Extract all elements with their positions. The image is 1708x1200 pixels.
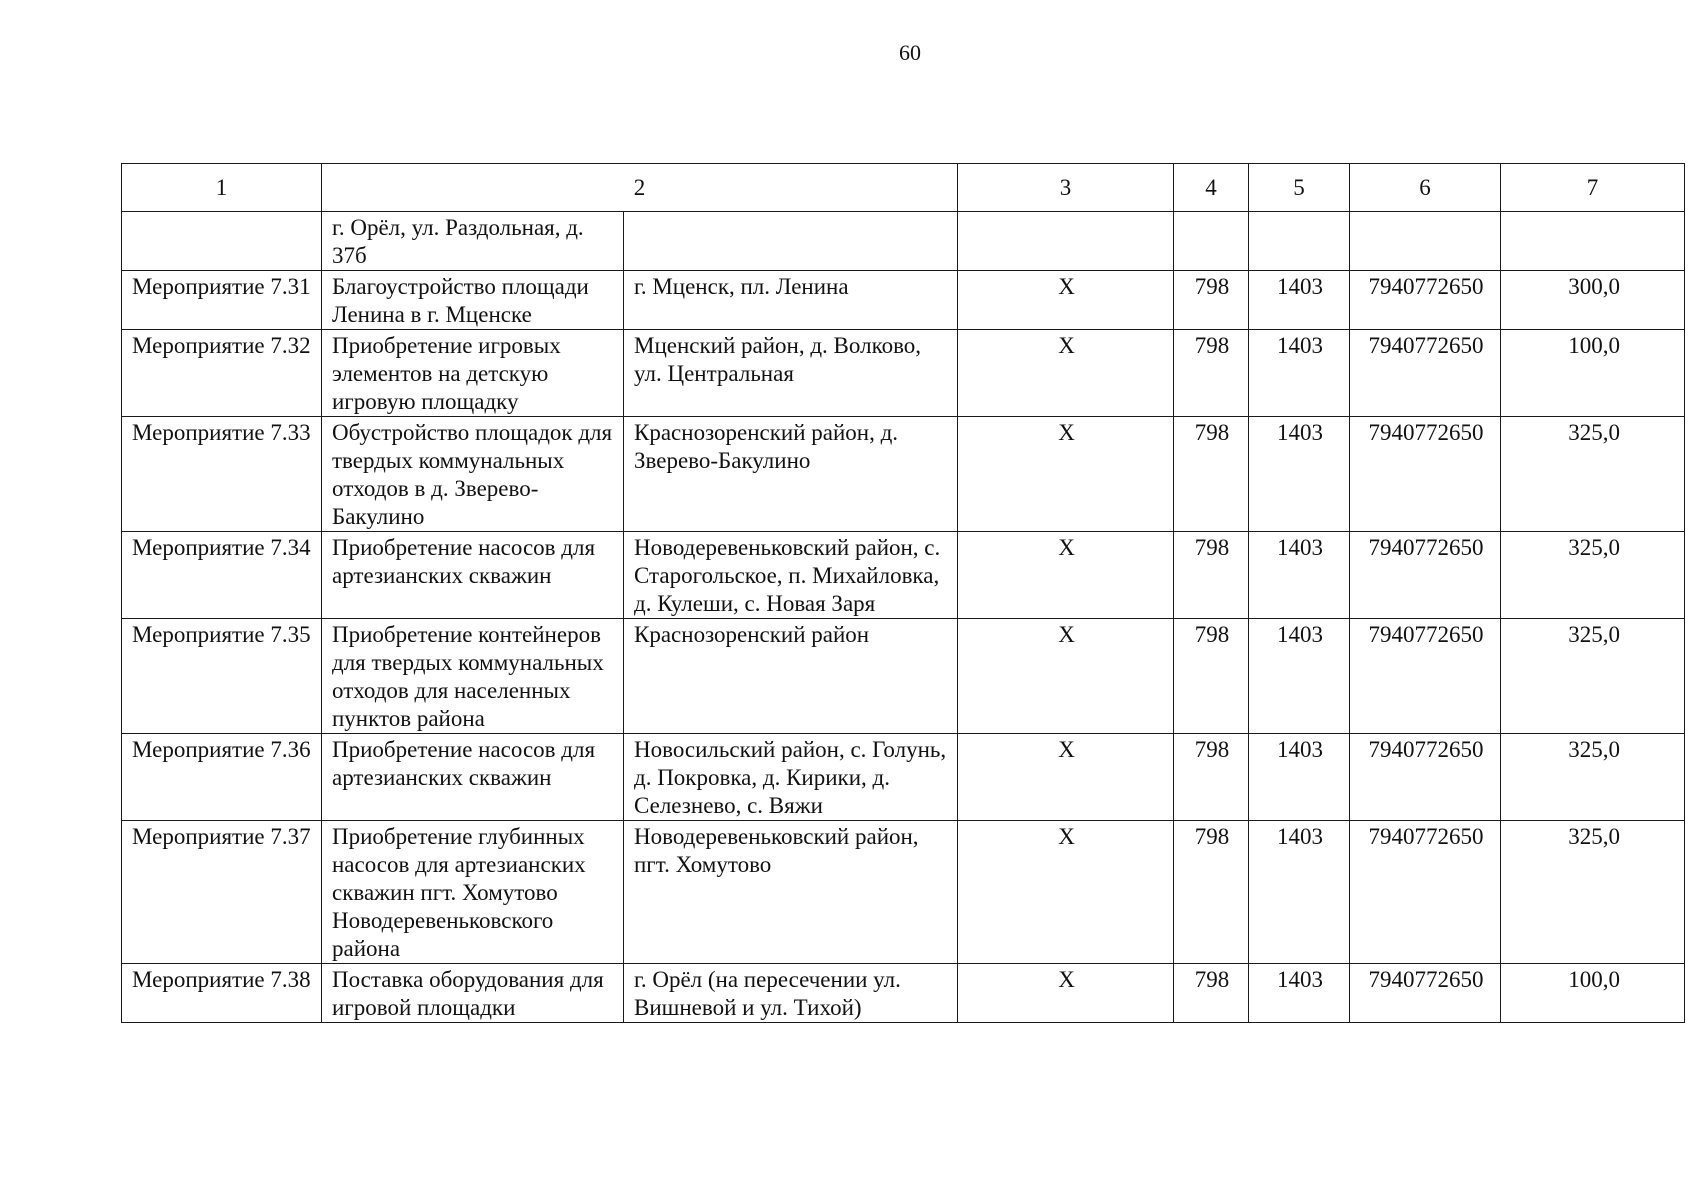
cell-col5: 1403: [1249, 619, 1350, 734]
page-number: 60: [899, 40, 921, 65]
cell-col5: 1403: [1249, 271, 1350, 330]
cell-col5: 1403: [1249, 821, 1350, 964]
cell-col7: 300,0: [1501, 271, 1685, 330]
cell-col7: [1501, 212, 1685, 271]
cell-mark: Х: [958, 417, 1174, 532]
cell-location: Краснозоренский район, д. Зверево-Бакулино: [624, 417, 958, 532]
cell-name: г. Орёл, ул. Раздольная, д. 37б: [322, 212, 624, 271]
cell-id: Мероприятие 7.36: [122, 734, 322, 821]
cell-col4: 798: [1174, 964, 1249, 1023]
cell-col4: 798: [1174, 619, 1249, 734]
cell-col5: 1403: [1249, 734, 1350, 821]
cell-id: Мероприятие 7.34: [122, 532, 322, 619]
cell-col5: 1403: [1249, 964, 1350, 1023]
table-row: [122, 330, 1685, 417]
header-col-6: 6: [1350, 164, 1501, 212]
table-row: [122, 734, 1685, 821]
header-col-1: 1: [122, 164, 322, 212]
cell-col7: 325,0: [1501, 619, 1685, 734]
table-row: [122, 619, 1685, 734]
cell-col6: 7940772650: [1350, 734, 1501, 821]
table-row: [122, 271, 1685, 330]
cell-name: Поставка оборудования для игровой площадки: [322, 964, 624, 1023]
cell-id: Мероприятие 7.33: [122, 417, 322, 532]
cell-col4: [1174, 212, 1249, 271]
cell-col6: 7940772650: [1350, 532, 1501, 619]
cell-id: Мероприятие 7.37: [122, 821, 322, 964]
table-row: [122, 821, 1685, 964]
cell-col7: 325,0: [1501, 821, 1685, 964]
cell-name: Обустройство площадок для твердых коммунальных отходов в д. Зверево-Бакулино: [322, 417, 624, 532]
cell-col6: 7940772650: [1350, 330, 1501, 417]
cell-col4: 798: [1174, 417, 1249, 532]
cell-col5: 1403: [1249, 532, 1350, 619]
header-row: [122, 164, 1685, 212]
cell-col4: 798: [1174, 271, 1249, 330]
cell-location: Краснозоренский район: [624, 619, 958, 734]
cell-mark: Х: [958, 619, 1174, 734]
cell-col6: [1350, 212, 1501, 271]
cell-col7: 100,0: [1501, 964, 1685, 1023]
cell-location: г. Орёл (на пересечении ул. Вишневой и ул. Тихой): [624, 964, 958, 1023]
table-row: [122, 532, 1685, 619]
cell-col5: 1403: [1249, 330, 1350, 417]
cell-col7: 325,0: [1501, 417, 1685, 532]
cell-mark: Х: [958, 532, 1174, 619]
cell-col5: [1249, 212, 1350, 271]
cell-col7: 325,0: [1501, 734, 1685, 821]
measures-table-container: [121, 163, 1685, 1023]
header-col-3: 3: [958, 164, 1174, 212]
cell-col6: 7940772650: [1350, 417, 1501, 532]
cell-col6: 7940772650: [1350, 271, 1501, 330]
cell-col6: 7940772650: [1350, 619, 1501, 734]
cell-col7: 100,0: [1501, 330, 1685, 417]
cell-col6: 7940772650: [1350, 821, 1501, 964]
cell-col6: 7940772650: [1350, 964, 1501, 1023]
cell-location: [624, 212, 958, 271]
cell-mark: Х: [958, 964, 1174, 1023]
cell-id: Мероприятие 7.32: [122, 330, 322, 417]
cell-col5: 1403: [1249, 417, 1350, 532]
measures-table: [121, 163, 1685, 1023]
cell-id: [122, 212, 322, 271]
cell-col4: 798: [1174, 734, 1249, 821]
cell-mark: Х: [958, 330, 1174, 417]
cell-mark: Х: [958, 271, 1174, 330]
cell-name: Приобретение игровых элементов на детскую игровую площадку: [322, 330, 624, 417]
table-row: [122, 417, 1685, 532]
cell-col4: 798: [1174, 330, 1249, 417]
header-col-2: 2: [322, 164, 958, 212]
cell-col4: 798: [1174, 821, 1249, 964]
cell-col7: 325,0: [1501, 532, 1685, 619]
header-col-4: 4: [1174, 164, 1249, 212]
cell-location: Новодеревеньковский район, с. Старогольское, п. Михайловка, д. Кулеши, с. Новая Заря: [624, 532, 958, 619]
cell-location: Новосильский район, с. Голунь, д. Покровка, д. Кирики, д. Селезнево, с. Вяжи: [624, 734, 958, 821]
header-col-7: 7: [1501, 164, 1685, 212]
cell-location: г. Мценск, пл. Ленина: [624, 271, 958, 330]
cell-col4: 798: [1174, 532, 1249, 619]
cell-id: Мероприятие 7.38: [122, 964, 322, 1023]
cell-name: Благоустройство площади Ленина в г. Мценске: [322, 271, 624, 330]
cell-name: Приобретение насосов для артезианских скважин: [322, 734, 624, 821]
table-row: [122, 964, 1685, 1023]
continuation-row: [122, 212, 1685, 271]
header-col-5: 5: [1249, 164, 1350, 212]
cell-id: Мероприятие 7.35: [122, 619, 322, 734]
cell-name: Приобретение контейнеров для твердых коммунальных отходов для населенных пунктов района: [322, 619, 624, 734]
cell-name: Приобретение насосов для артезианских скважин: [322, 532, 624, 619]
cell-mark: [958, 212, 1174, 271]
cell-location: Мценский район, д. Волково, ул. Центральная: [624, 330, 958, 417]
cell-mark: Х: [958, 821, 1174, 964]
cell-mark: Х: [958, 734, 1174, 821]
cell-location: Новодеревеньковский район, пгт. Хомутово: [624, 821, 958, 964]
cell-name: Приобретение глубинных насосов для артезианских скважин пгт. Хомутово Новодеревеньковского района: [322, 821, 624, 964]
cell-id: Мероприятие 7.31: [122, 271, 322, 330]
